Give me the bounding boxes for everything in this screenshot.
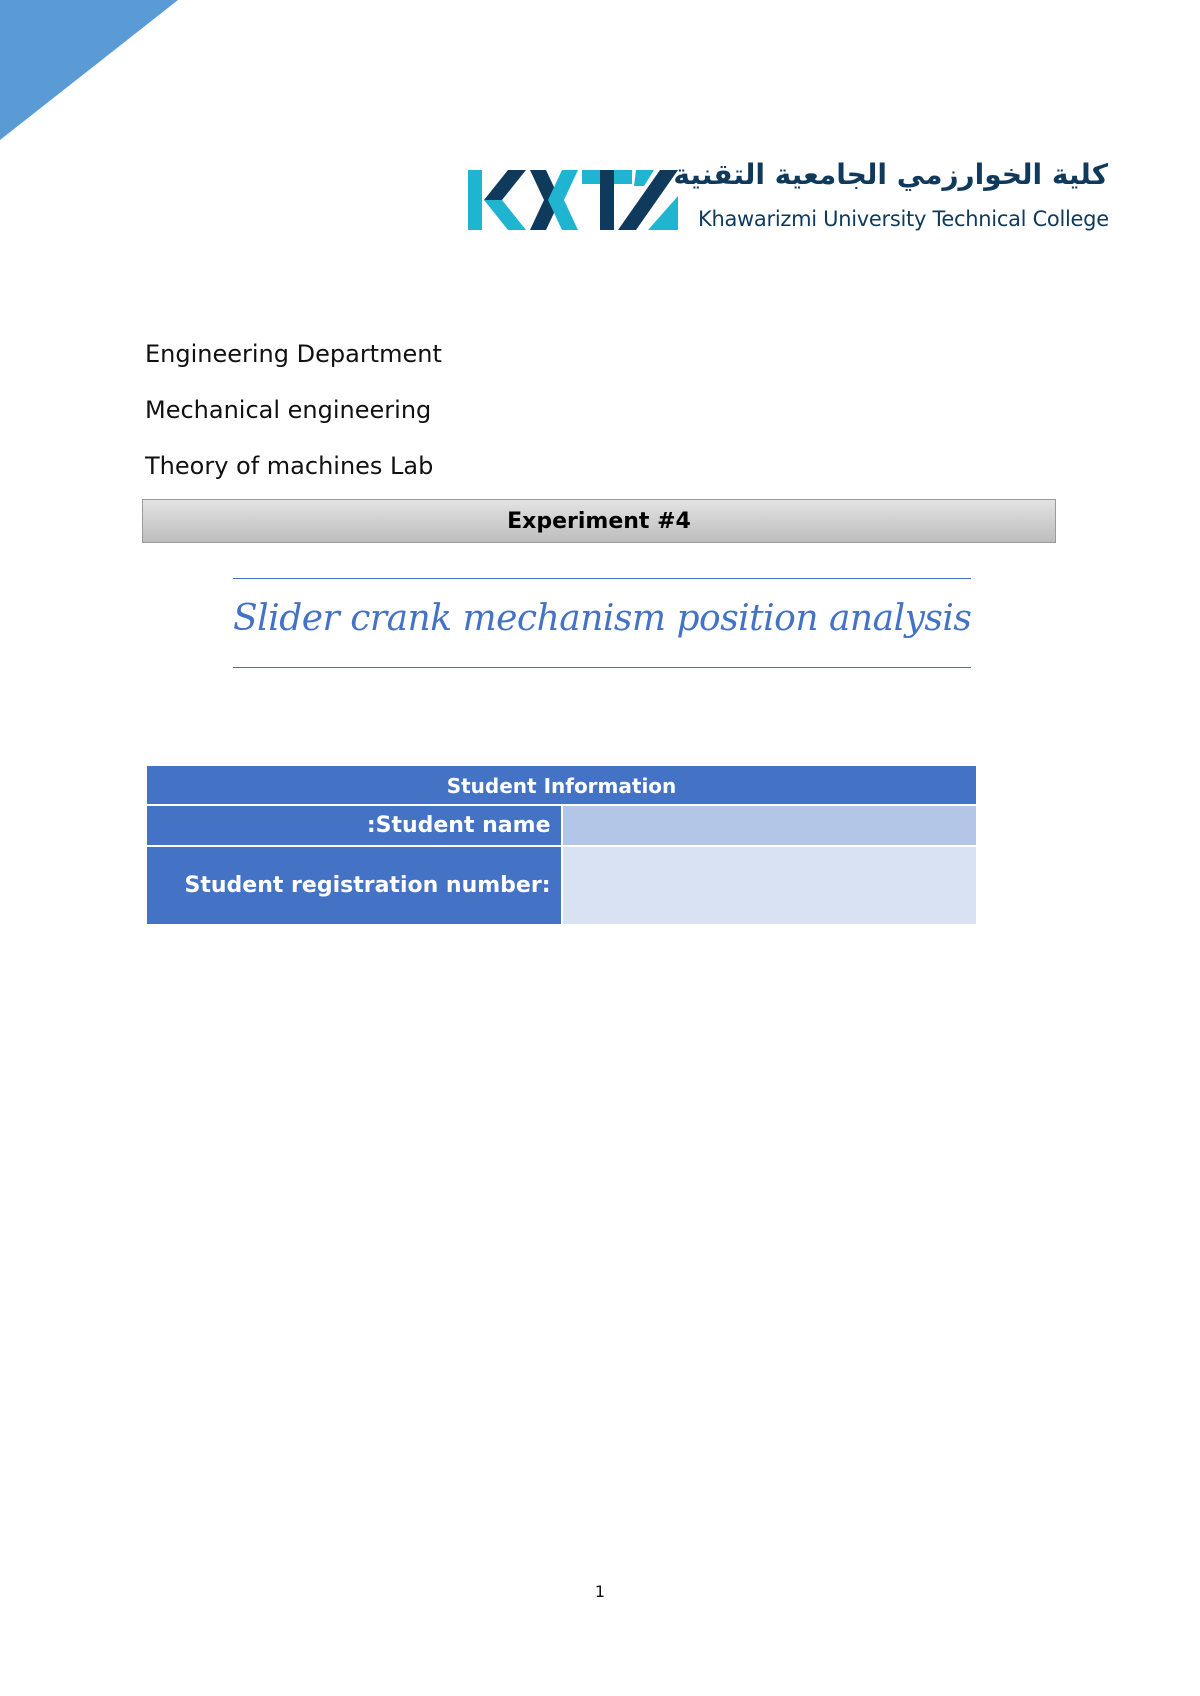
title-bottom-rule — [233, 667, 971, 668]
lab-line: Theory of machines Lab — [145, 452, 434, 480]
registration-number-field[interactable] — [562, 846, 977, 924]
title-top-rule — [233, 578, 971, 579]
college-name-english: Khawarizmi University Technical College — [698, 207, 1109, 231]
kutc-logo — [468, 168, 678, 232]
page-number: 1 — [594, 1582, 606, 1601]
program-line: Mechanical engineering — [145, 396, 432, 424]
registration-number-label: Student registration number: — [147, 846, 562, 924]
table-row — [147, 846, 976, 924]
experiment-label: Experiment #4 — [507, 508, 691, 534]
college-name-arabic: كلية الخوارزمي الجامعية التقنية — [673, 158, 1108, 191]
corner-decoration — [0, 0, 180, 140]
experiment-banner — [142, 499, 1056, 543]
document-title: Slider crank mechanism position analysis — [233, 598, 972, 639]
table-row — [147, 805, 976, 846]
student-info-table — [147, 766, 976, 924]
table-heading: Student Information — [147, 767, 976, 805]
student-name-label: :Student name — [147, 805, 562, 846]
department-line: Engineering Department — [145, 340, 442, 368]
student-name-field[interactable] — [562, 805, 977, 846]
table-header-row — [147, 767, 976, 805]
